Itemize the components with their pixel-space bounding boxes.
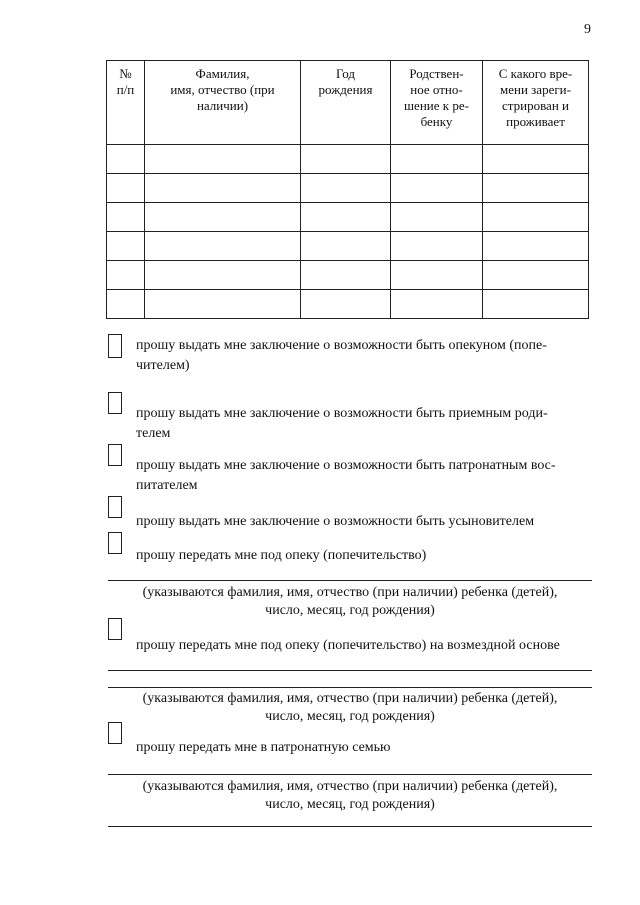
table-row (107, 232, 589, 261)
cell-registered-since[interactable] (483, 145, 589, 174)
header-birth-year-label: Год рождения (318, 66, 373, 97)
cell-number[interactable] (107, 203, 145, 232)
child-details-line[interactable] (108, 580, 592, 581)
page-number: 9 (584, 22, 591, 37)
cell-relationship[interactable] (391, 232, 483, 261)
header-registered-since-label: С какого вре- мени зареги- стрирован и проживает (498, 66, 573, 129)
transfer-guardianship-checkbox[interactable] (108, 532, 122, 554)
option-label: прошу выдать мне заключение о возможности быть приемным роди- телем (136, 406, 548, 441)
child-details-line[interactable] (108, 774, 592, 775)
option-guardian-conclusion (108, 336, 590, 376)
cell-birth-year[interactable] (301, 290, 391, 319)
cell-relationship[interactable] (391, 174, 483, 203)
cell-registered-since[interactable] (483, 232, 589, 261)
cell-birth-year[interactable] (301, 203, 391, 232)
foster-parent-conclusion-checkbox[interactable] (108, 392, 122, 414)
adoptive-parent-conclusion-checkbox[interactable] (108, 496, 122, 518)
child-details-hint: (указываются фамилия, имя, отчество (при наличии) ребенка (детей), число, месяц, год рождения) (142, 779, 558, 812)
option-foster-parent-conclusion (108, 392, 590, 444)
cell-registered-since[interactable] (483, 174, 589, 203)
option-label: прошу выдать мне заключение о возможности быть усыновителем (136, 514, 535, 529)
cell-relationship[interactable] (391, 145, 483, 174)
cell-full-name[interactable] (145, 232, 301, 261)
cell-full-name[interactable] (145, 203, 301, 232)
cell-birth-year[interactable] (301, 145, 391, 174)
cell-birth-year[interactable] (301, 261, 391, 290)
cell-full-name[interactable] (145, 174, 301, 203)
header-number (107, 61, 145, 145)
cell-birth-year[interactable] (301, 174, 391, 203)
cell-full-name[interactable] (145, 290, 301, 319)
cell-birth-year[interactable] (301, 232, 391, 261)
cell-full-name[interactable] (145, 261, 301, 290)
option-label: прошу передать мне в патронатную семью (136, 740, 391, 755)
child-details-hint: (указываются фамилия, имя, отчество (при наличии) ребенка (детей), число, месяц, год рождения) (142, 691, 558, 724)
cell-registered-since[interactable] (483, 203, 589, 232)
cell-number[interactable] (107, 261, 145, 290)
option-adoptive-parent-conclusion (108, 496, 590, 532)
option-paid-guardianship (108, 618, 590, 656)
table-row (107, 261, 589, 290)
cell-relationship[interactable] (391, 261, 483, 290)
cell-relationship[interactable] (391, 290, 483, 319)
cell-relationship[interactable] (391, 203, 483, 232)
child-details-line[interactable] (108, 687, 592, 688)
child-details-line[interactable] (108, 670, 592, 671)
cell-number[interactable] (107, 174, 145, 203)
cell-number[interactable] (107, 232, 145, 261)
option-label: прошу выдать мне заключение о возможности быть патронатным вос- питателем (136, 458, 556, 493)
cell-registered-since[interactable] (483, 261, 589, 290)
cell-number[interactable] (107, 290, 145, 319)
table-row (107, 203, 589, 232)
family-members-table (106, 60, 589, 319)
option-label: прошу передать мне под опеку (попечительство) (136, 548, 427, 563)
header-number-label: № п/п (116, 66, 135, 97)
patronage-conclusion-checkbox[interactable] (108, 444, 122, 466)
option-patronage-family (108, 722, 590, 758)
child-details-line[interactable] (108, 826, 592, 827)
table-row (107, 290, 589, 319)
header-birth-year (301, 61, 391, 145)
option-transfer-guardianship (108, 532, 590, 566)
table-header-row (107, 61, 589, 145)
guardian-conclusion-checkbox[interactable] (108, 334, 122, 358)
header-registered-since (483, 61, 589, 145)
option-patronage-conclusion (108, 444, 590, 496)
table-row (107, 145, 589, 174)
child-details-hint: (указываются фамилия, имя, отчество (при наличии) ребенка (детей), число, месяц, год рождения) (142, 585, 558, 618)
cell-full-name[interactable] (145, 145, 301, 174)
table-row (107, 174, 589, 203)
cell-registered-since[interactable] (483, 290, 589, 319)
paid-guardianship-checkbox[interactable] (108, 618, 122, 640)
option-label: прошу передать мне под опеку (попечительство) на возмездной основе (136, 638, 560, 653)
header-full-name (145, 61, 301, 145)
cell-number[interactable] (107, 145, 145, 174)
patronage-family-checkbox[interactable] (108, 722, 122, 744)
header-relationship-label: Родствен- ное отно- шение к ре- бенку (404, 66, 469, 129)
option-label: прошу выдать мне заключение о возможности быть опекуном (попе- чителем) (136, 338, 547, 373)
header-full-name-label: Фамилия, имя, отчество (при наличии) (170, 66, 275, 113)
header-relationship (391, 61, 483, 145)
